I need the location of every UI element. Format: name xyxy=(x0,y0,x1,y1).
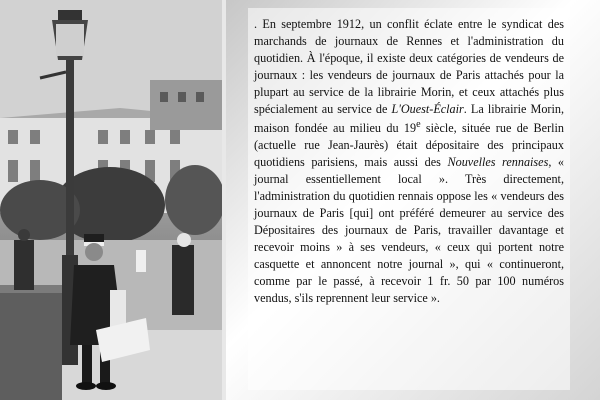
vendor-photo-illustration xyxy=(0,0,222,400)
newspaper-name-2: Nouvelles rennaises xyxy=(447,155,549,170)
article-text-part-1: . En septembre 1912, un conflit éclate entre le syndicat des marchands de journaux de Rennes et l'administration du quotidien. À l'époque, il existe deux catégories de vendeurs de journaux : les vendeurs de journaux de Paris attachés pour la plupart au service de la librairie Morin, et ceux attachés plus spécialement au service de xyxy=(254,17,564,116)
century-superscript: e xyxy=(416,119,421,131)
article-text-box xyxy=(248,8,570,390)
archive-photo xyxy=(0,0,222,400)
article-paragraph xyxy=(248,8,570,306)
article-text-part-4: , « journal essentiellement local ». Très directement, l'administration du quotidien rennais oppose les « vendeurs des journaux de Paris [qui] ont préféré demeurer au service des Dépositaires des journaux de Paris, travailler davantage et recevoir moins » à ses vendeurs, « ceux qui portent notre casquette et annoncent notre journal », qui « continueront, comme par le passé, à recevoir 1 fr. 50 par 100 numéros vendus, s'ils reprennent leur service ». xyxy=(254,155,565,305)
article-text-part-2: . La librairie Morin, maison fondée au milieu du 19 xyxy=(254,101,564,136)
newspaper-name: L'Ouest-Éclair xyxy=(391,101,464,116)
text-panel xyxy=(226,0,600,400)
article-text-part-3: siècle, située rue de Berlin (actuelle rue Jean-Jaurès) était dépositaire des principaux quotidiens parisiens, mais aussi des xyxy=(254,121,564,170)
